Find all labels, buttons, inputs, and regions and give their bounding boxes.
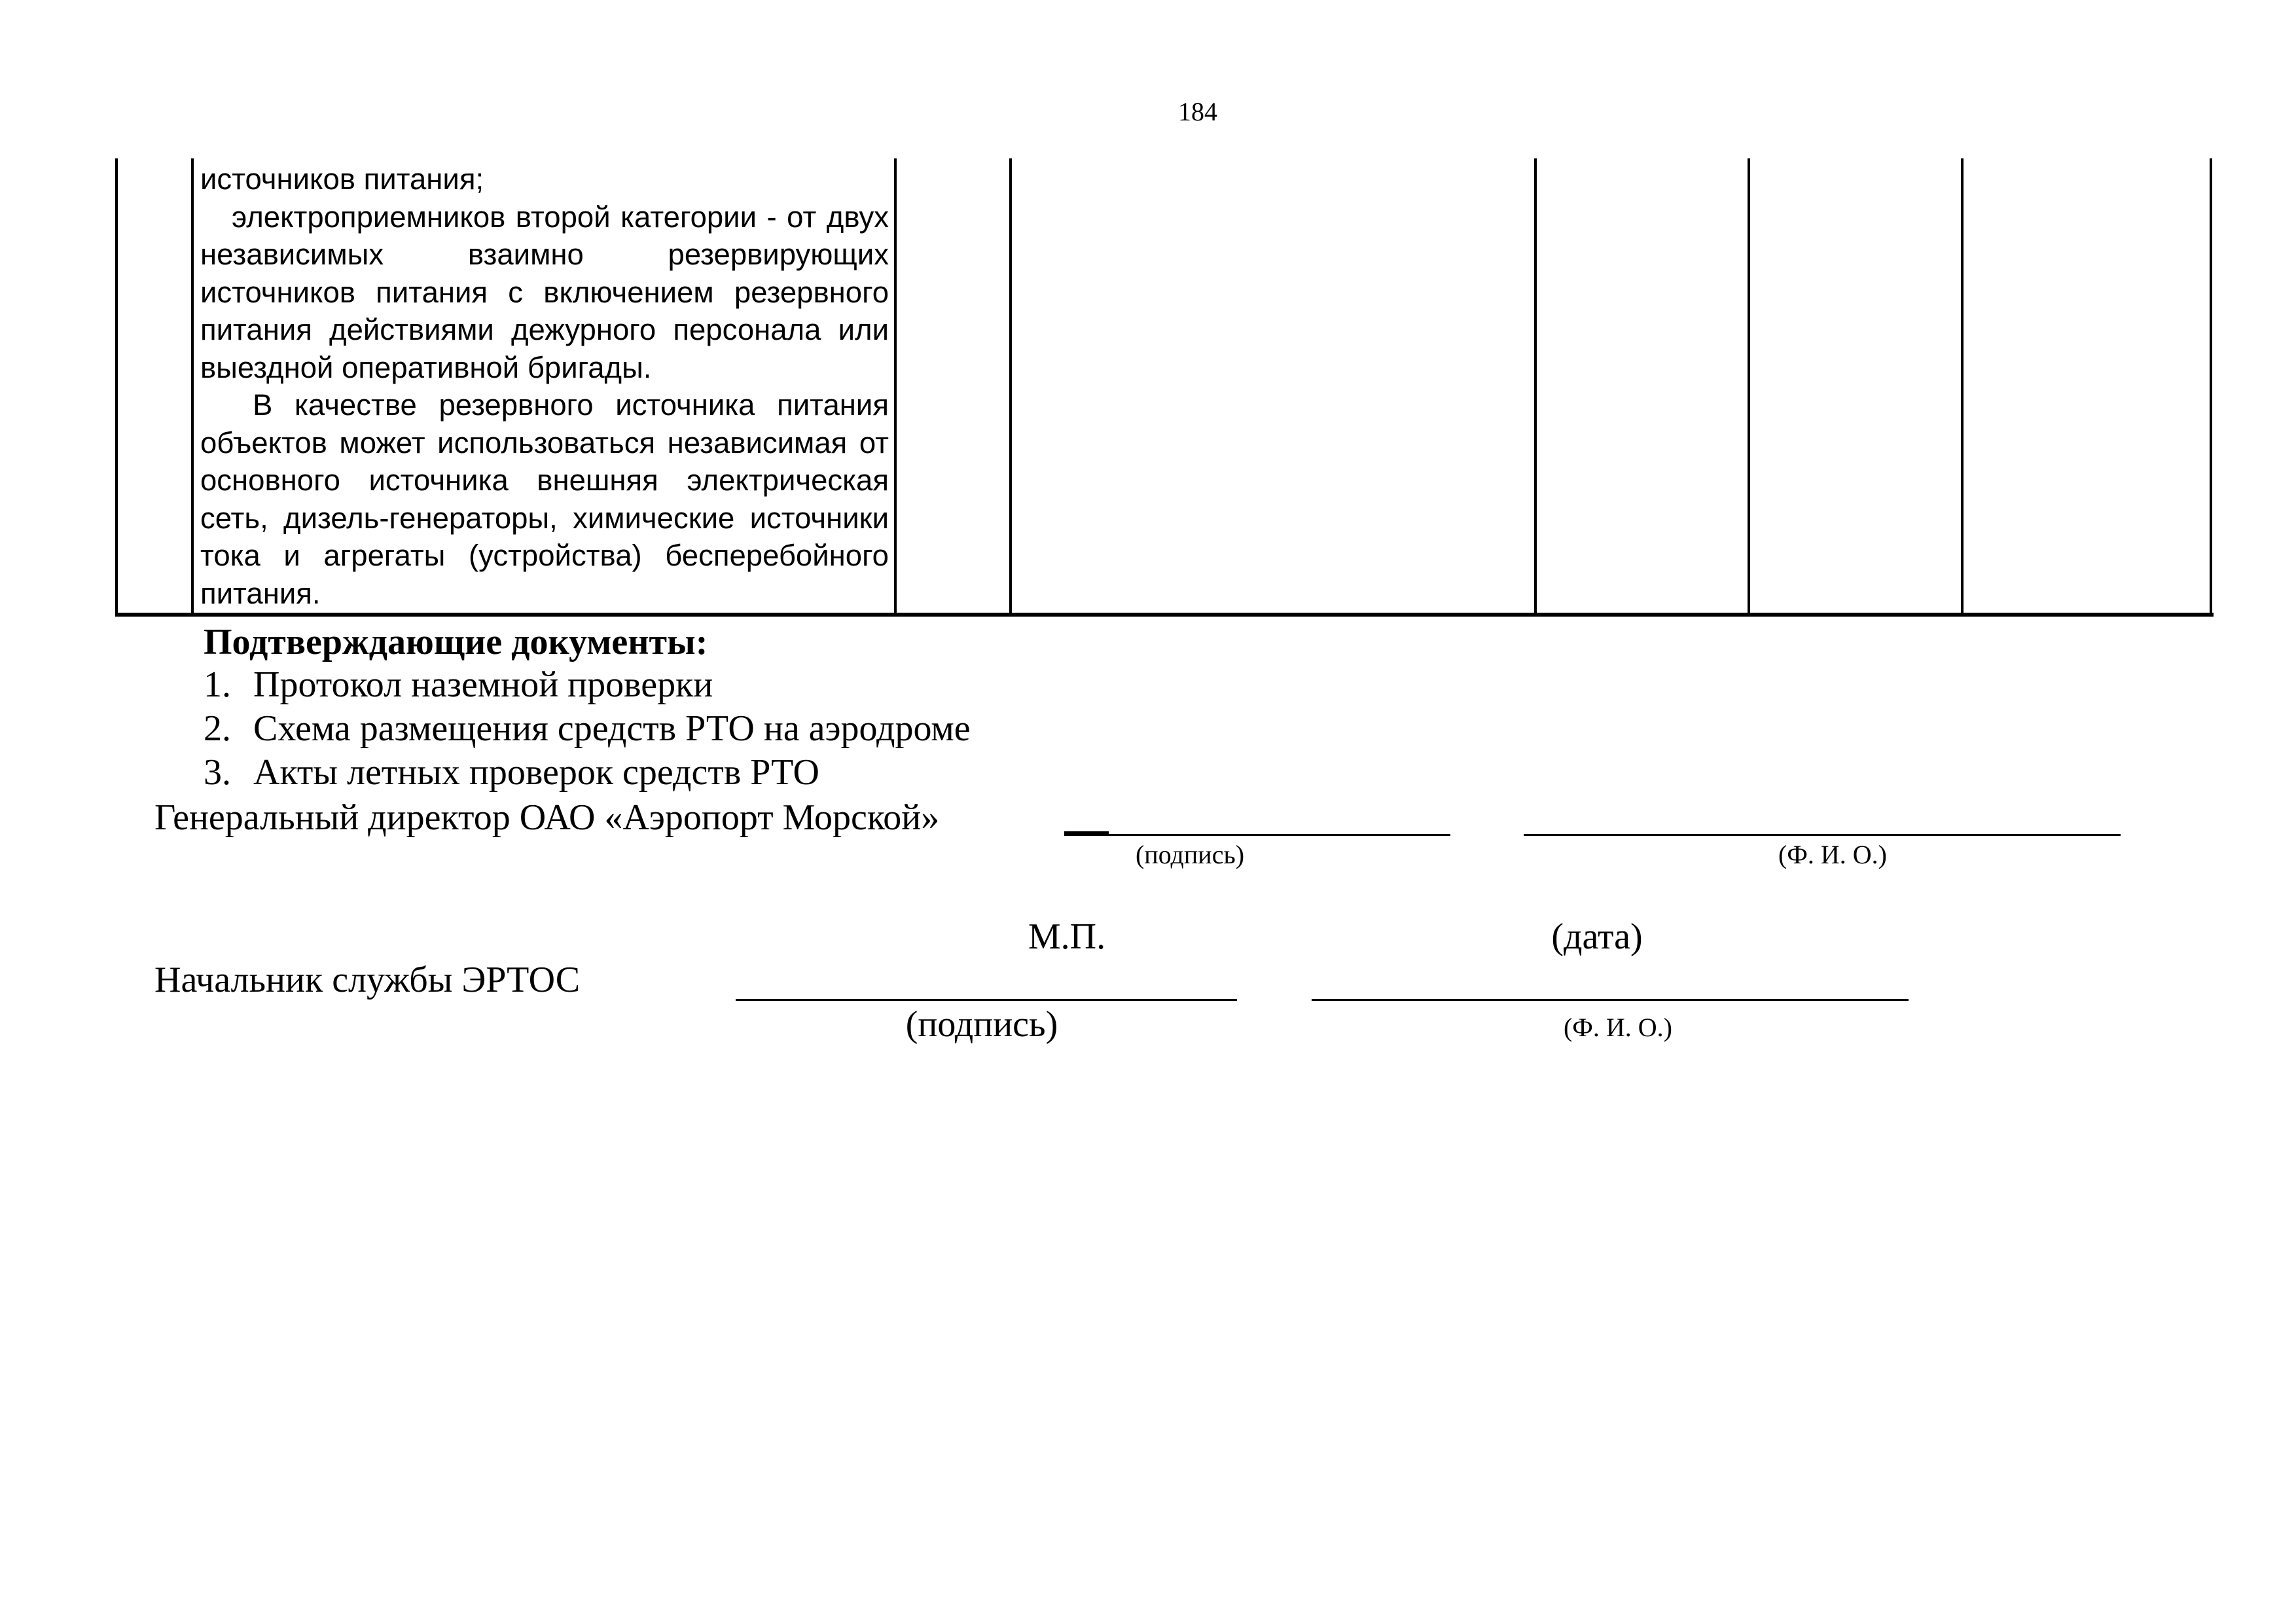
confirming-document-item <box>204 663 713 706</box>
table-cell-requirements-text <box>200 160 889 612</box>
director-name-caption: (Ф. И. О.) <box>1778 840 1887 869</box>
table-border-bottom <box>115 613 2214 617</box>
list-number: 2. <box>204 708 231 749</box>
list-number: 3. <box>204 752 231 793</box>
list-number: 1. <box>204 664 231 705</box>
table-column-divider <box>191 158 194 617</box>
confirming-document-item <box>204 707 971 750</box>
head-signature-caption: (подпись) <box>905 1004 1058 1045</box>
table-column-divider <box>1961 158 1964 617</box>
director-signature-line <box>1064 834 1450 836</box>
head-name-line <box>1312 999 1909 1001</box>
table-column-divider <box>894 158 897 617</box>
director-name-line <box>1524 834 2121 836</box>
list-text: Схема размещения средств РТО на аэродроме <box>253 708 971 749</box>
stamp-label: М.П. <box>1028 916 1106 957</box>
cell-paragraph: источников питания; <box>200 162 484 196</box>
table-column-divider <box>1748 158 1750 617</box>
head-signature-line <box>736 999 1237 1001</box>
table-column-divider <box>1534 158 1537 617</box>
list-text: Акты летных проверок средств РТО <box>253 752 819 793</box>
date-label: (дата) <box>1551 916 1643 957</box>
list-text: Протокол наземной проверки <box>253 664 713 705</box>
cell-paragraph: В качестве резервного источника питания объектов может использоваться независимая от основного источника внешняя электрическая сеть, дизель-генераторы, химические источники тока и агрегаты (устройства) бесперебойного питания. <box>200 388 889 610</box>
table-border-right <box>2210 158 2212 617</box>
head-of-service-title: Начальник службы ЭРТОС <box>154 960 581 1000</box>
table-column-divider <box>1009 158 1012 617</box>
head-name-caption: (Ф. И. О.) <box>1563 1013 1672 1042</box>
confirming-documents-heading: Подтверждающие документы: <box>204 622 708 662</box>
director-title: Генеральный директор ОАО «Аэропорт Морской» <box>154 797 940 838</box>
page-number: 184 <box>1178 97 1217 126</box>
cell-paragraph: электроприемников второй категории - от двух независимых взаимно резервирующих источников питания с включением резервного питания действиями дежурного персонала или выездной оперативной бригады. <box>200 200 889 384</box>
director-signature-mark <box>1064 831 1109 834</box>
director-signature-caption: (подпись) <box>1135 840 1245 869</box>
confirming-document-item <box>204 751 819 794</box>
table-border-left <box>115 158 118 617</box>
